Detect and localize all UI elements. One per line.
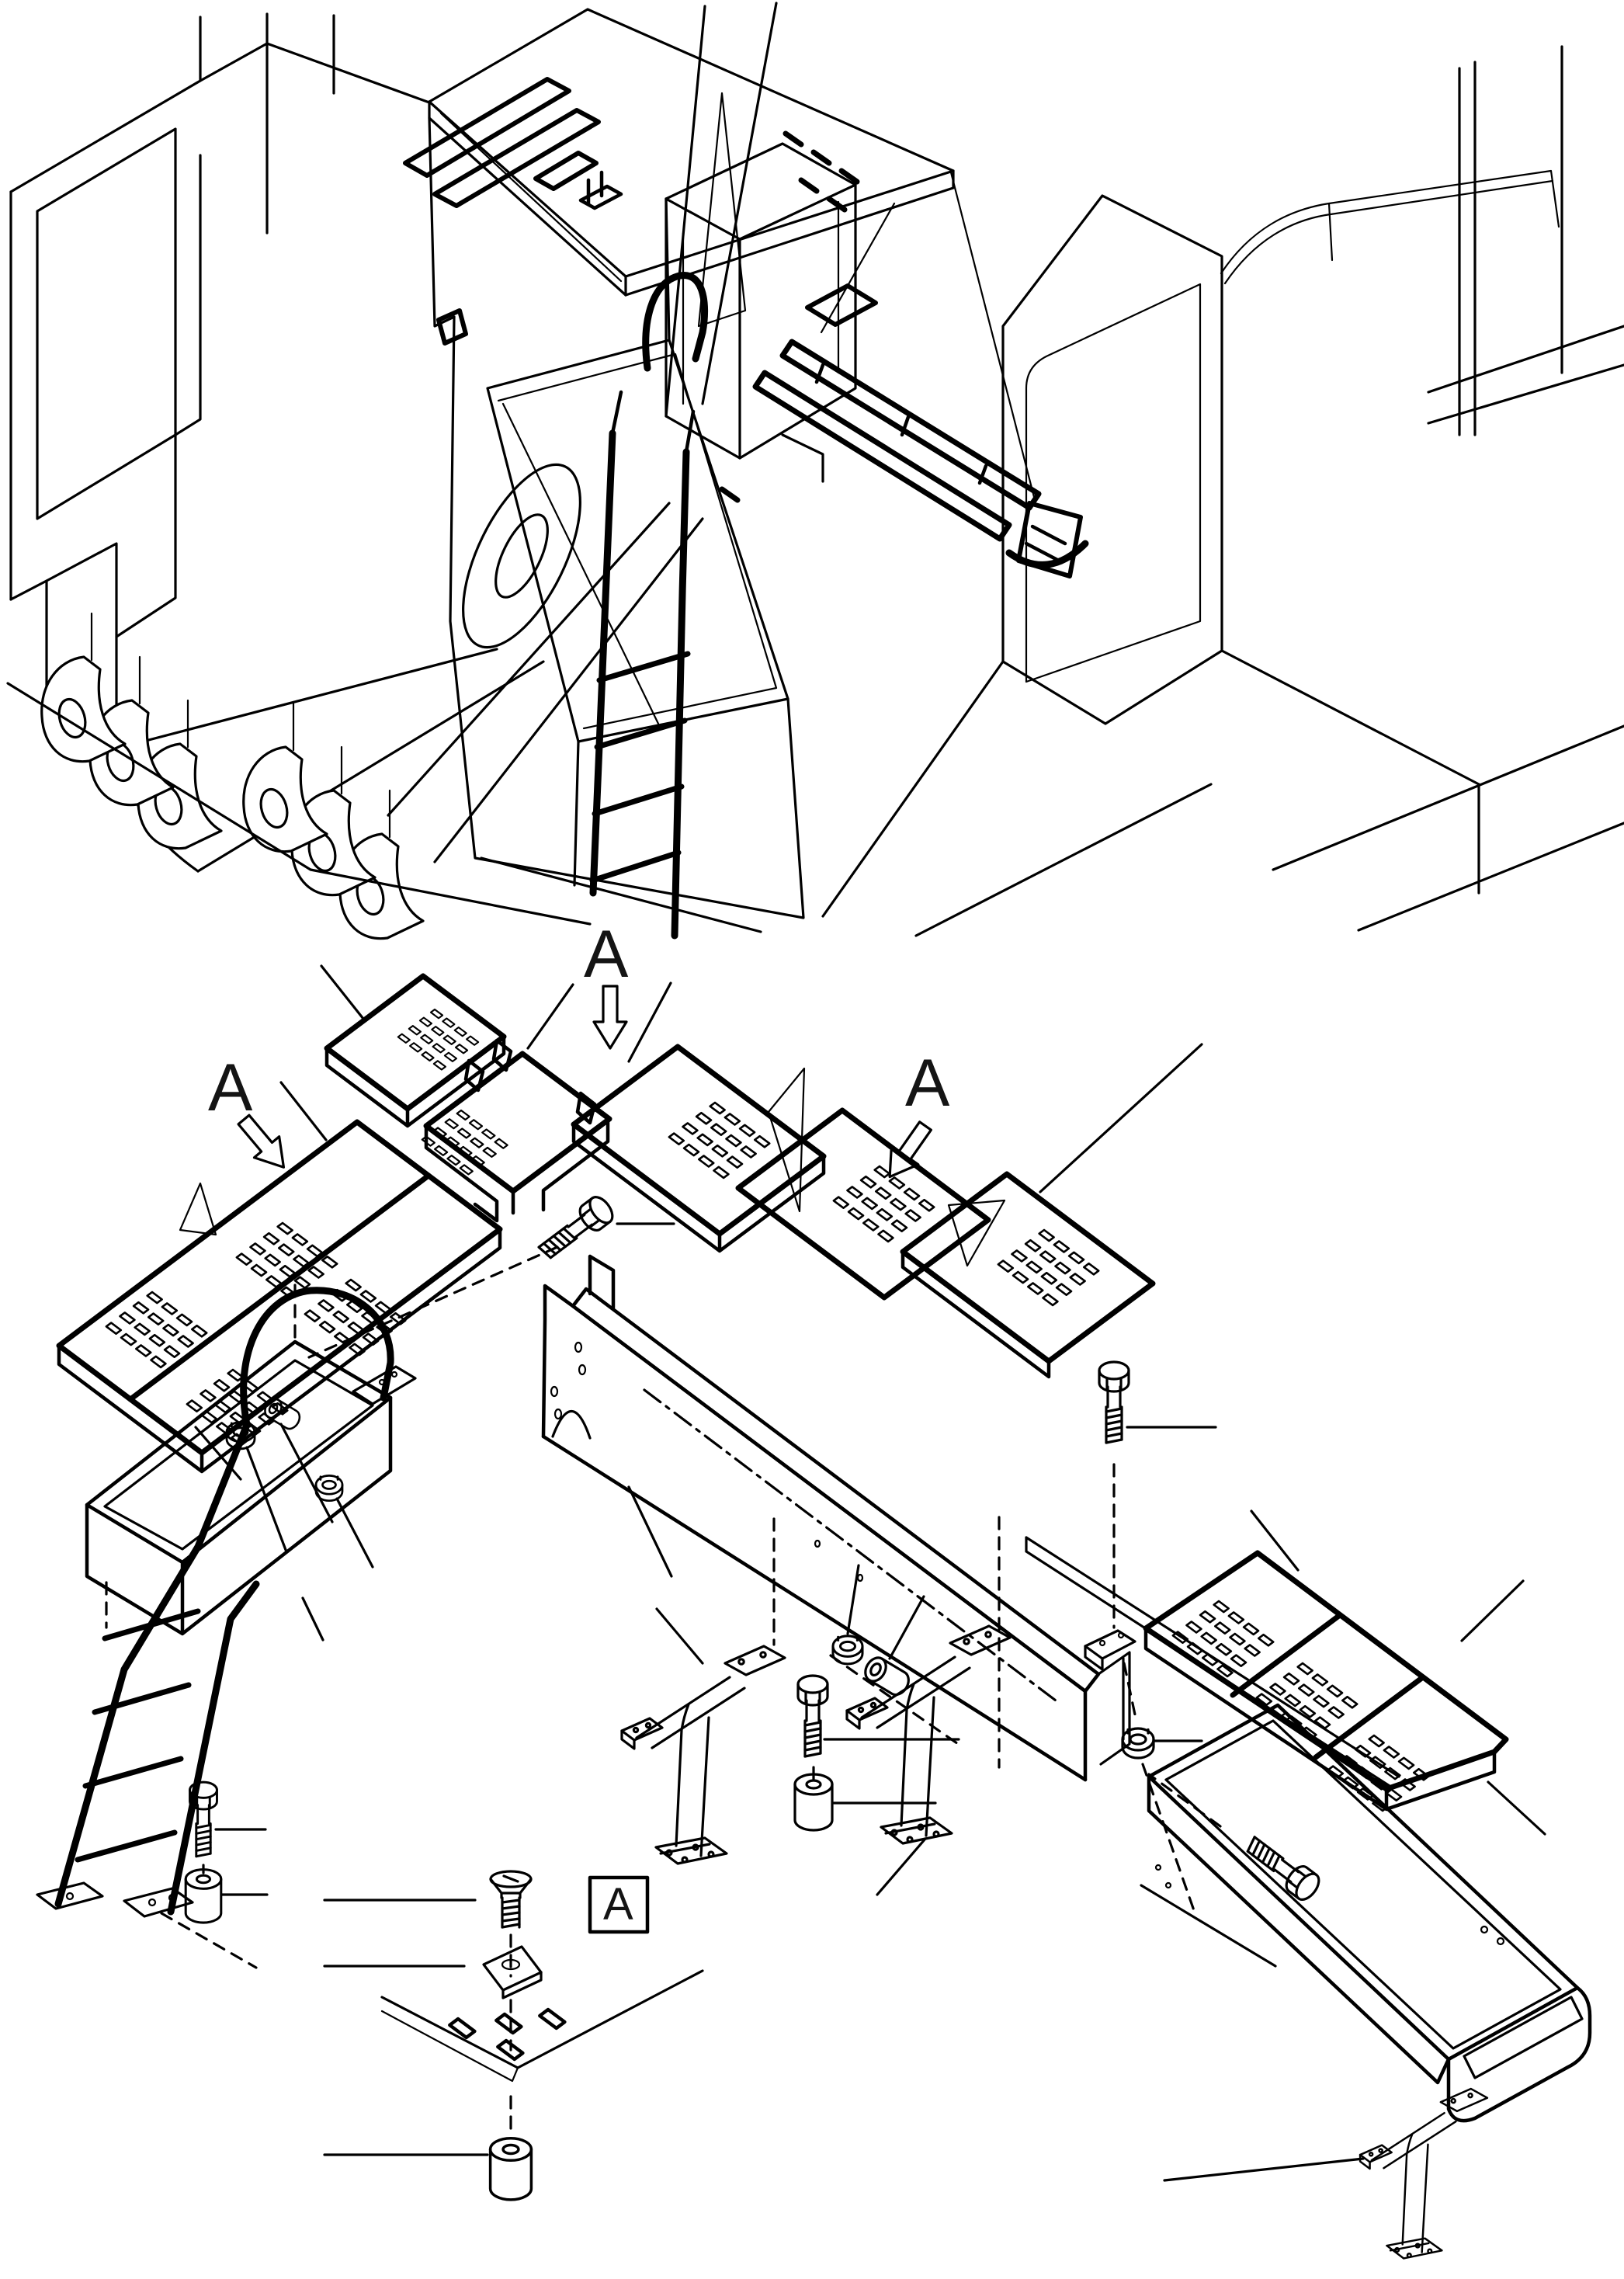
- detail-box-marker: A: [603, 1879, 633, 1930]
- view-marker-top: A: [584, 917, 629, 992]
- view-marker-right: A: [905, 1046, 950, 1120]
- view-marker-left: A: [208, 1051, 253, 1125]
